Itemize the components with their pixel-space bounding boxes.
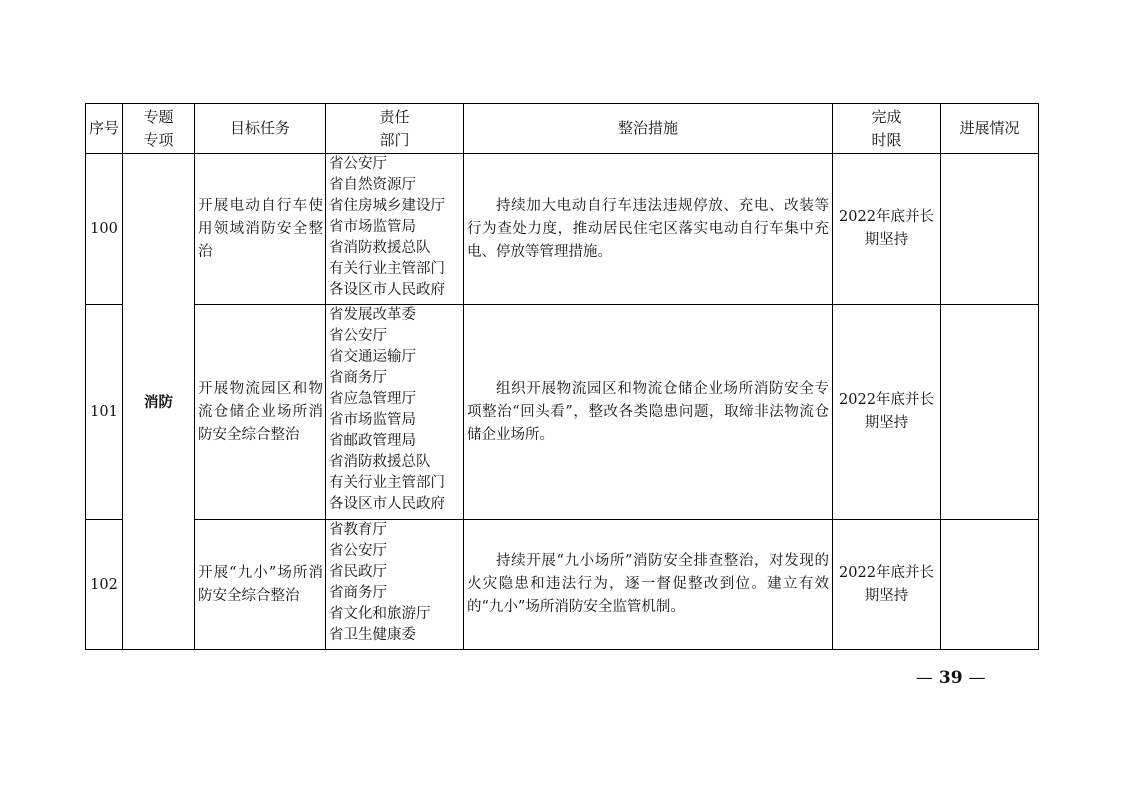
dept-item: 省民政厅 (329, 564, 387, 580)
dept-item: 省市场监管局 (329, 412, 416, 428)
header-row (86, 104, 1039, 154)
dept-item: 有关行业主管部门 (329, 475, 445, 491)
row-task: 开展“九小”场所消防安全综合整治 (195, 520, 326, 650)
row-task: 开展物流园区和物流仓储企业场所消防安全综合整治 (195, 305, 326, 520)
row-depts (326, 520, 464, 650)
header-deadline: 完成 时限 (833, 104, 941, 154)
dept-item: 有关行业主管部门 (329, 261, 445, 277)
dept-item: 省卫生健康委 (329, 627, 416, 643)
page-number (916, 668, 986, 688)
category-cell: 消防 (123, 154, 195, 650)
header-dept: 责任 部门 (326, 104, 464, 154)
dept-item: 省消防救援总队 (329, 240, 431, 256)
page-dash-left: — (916, 668, 933, 688)
dept-item: 省消防救援总队 (329, 454, 431, 470)
table-row (86, 520, 1039, 650)
header-seq: 序号 (86, 104, 123, 154)
row-seq: 102 (86, 520, 123, 650)
row-deadline: 2022年底并长期坚持 (833, 520, 941, 650)
dept-item: 省商务厅 (329, 585, 387, 601)
dept-item: 省发展改革委 (329, 307, 416, 323)
row-measures: 持续加大电动自行车违法违规停放、充电、改装等行为查处力度，推动居民住宅区落实电动自行车集中充电、停放等管理措施。 (464, 154, 833, 305)
dept-item: 省公安厅 (329, 328, 387, 344)
row-seq: 101 (86, 305, 123, 520)
table-row (86, 305, 1039, 520)
row-measures: 组织开展物流园区和物流仓储企业场所消防安全专项整治“回头看”，整改各类隐患问题，取缔非法物流仓储企业场所。 (464, 305, 833, 520)
row-task: 开展电动自行车使用领域消防安全整治 (195, 154, 326, 305)
header-category: 专题 专项 (123, 104, 195, 154)
dept-item: 省公安厅 (329, 156, 387, 172)
row-seq: 100 (86, 154, 123, 305)
dept-item: 各设区市人民政府 (329, 282, 445, 298)
dept-item: 省邮政管理局 (329, 433, 416, 449)
dept-item: 省公安厅 (329, 543, 387, 559)
dept-item: 省文化和旅游厅 (329, 606, 431, 622)
dept-item: 省市场监管局 (329, 219, 416, 235)
header-task: 目标任务 (195, 104, 326, 154)
row-progress (941, 520, 1039, 650)
dept-item: 省住房城乡建设厅 (329, 198, 445, 214)
dept-item: 省自然资源厅 (329, 177, 416, 193)
row-progress (941, 154, 1039, 305)
dept-item: 各设区市人民政府 (329, 496, 445, 512)
remediation-table (85, 103, 1039, 650)
row-depts (326, 154, 464, 305)
header-progress: 进展情况 (941, 104, 1039, 154)
row-deadline: 2022年底并长期坚持 (833, 305, 941, 520)
dept-item: 省商务厅 (329, 370, 387, 386)
page-number-value: 39 (938, 668, 963, 688)
dept-item: 省教育厅 (329, 522, 387, 538)
row-deadline: 2022年底并长期坚持 (833, 154, 941, 305)
table-row (86, 154, 1039, 305)
row-depts (326, 305, 464, 520)
page-dash-right: — (968, 668, 986, 688)
row-measures: 持续开展“九小场所”消防安全排查整治，对发现的火灾隐患和违法行为，逐一督促整改到位。建立有效的“九小”场所消防安全监管机制。 (464, 520, 833, 650)
row-progress (941, 305, 1039, 520)
header-measures: 整治措施 (464, 104, 833, 154)
dept-item: 省应急管理厅 (329, 391, 416, 407)
dept-item: 省交通运输厅 (329, 349, 416, 365)
